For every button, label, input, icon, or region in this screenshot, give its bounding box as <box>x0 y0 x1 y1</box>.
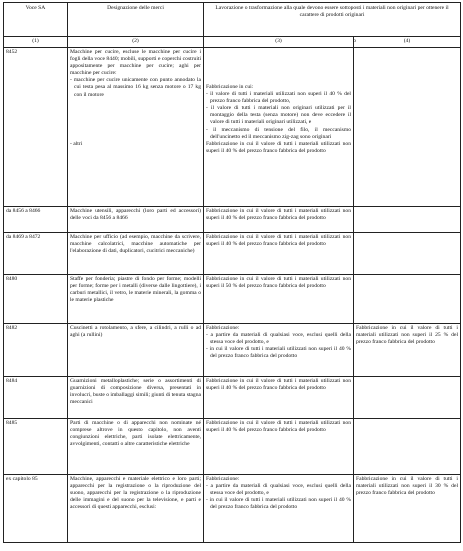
alternative-rule-cell: Fabbricazione in cui il valore di tutti i materiali utilizzati non superi il 30 % del prezzo franco fabbrica del prodotto <box>354 475 461 543</box>
rule-text: - in cui il valore di tutti i materiali utilizzati non superi il 40 % del prezzo franco fabbrica del prodotto <box>206 346 351 360</box>
header-processing: Lavorazione o trasformazione alla quale devono essere sottoposti i materiali non originari per ottenere il carattere di prodotti originari <box>204 3 461 37</box>
processing-rule-cell <box>204 48 354 207</box>
column-number-3-label: (3) <box>275 38 282 44</box>
table-row <box>4 324 461 377</box>
description-cell: Macchine, apparecchi e materiale elettrico e loro parti; apparecchi per la registrazione o la riproduzione del suono, apparecchi per la registrazione o la riproduzione delle immagini e del suono per la televisione, e parti e accessori di questi apparecchi, esclusi: <box>68 475 204 543</box>
alternative-rule-cell <box>354 207 461 233</box>
rule-text: - in cui il valore di tutti i materiali utilizzati non superi il 40 % del prezzo franco fabbrica del prodotto <box>206 497 351 511</box>
rule-text: - il valore di tutti i materiali utilizzati non superi il 40 % del prezzo franco fabbrica del prodotto, <box>206 91 351 105</box>
rule-text: - a partire da materiali di qualsiasi voce, esclusi quelli della stessa voce del prodotto, e <box>206 332 351 346</box>
processing-rule-cell: Fabbricazione in cui il valore di tutti i materiali utilizzati non superi il 50 % del prezzo franco fabbrica del prodotto <box>204 275 354 324</box>
table-row <box>4 275 461 324</box>
table-header-row <box>4 3 461 37</box>
processing-rule-cell: Fabbricazione in cui il valore di tutti i materiali utilizzati non superi il 40 % del prezzo franco fabbrica del prodotto <box>204 377 354 419</box>
alternative-rule-cell <box>354 233 461 275</box>
description-cell: Guarnizioni metalloplastiche; serie o assortimenti di guarnizioni di composizione diversa, presentati in involucri, buste o imballaggi simili; giunti di tenuta stagna meccanici <box>68 377 204 419</box>
column-number-1: (1) <box>4 37 68 48</box>
rule-text: Fabbricazione in cui: <box>206 84 254 90</box>
description-cell: Staffe per fonderia; piastre di fondo per forme; modelli per forme; forme per i metalli (diverse dalle lingottiere), i carburi metallici, il vetro, le materie minerali, la gomma o le materie plastiche <box>68 275 204 324</box>
rule-text: - il valore di tutti i materiali non originari utilizzati per il montaggio della testa (senza motore) non deve eccedere il valore di tutti i materiali originari utilizzati, e <box>206 105 351 126</box>
rules-of-origin-table <box>3 2 461 543</box>
hs-code-cell: 8480 <box>4 275 68 324</box>
table-row <box>4 233 461 275</box>
table-row <box>4 475 461 543</box>
hs-code-cell: ex capitolo 85 <box>4 475 68 543</box>
column-number-2: (2) <box>68 37 204 48</box>
column-number-row <box>4 37 461 48</box>
hs-code-cell: 8484 <box>4 377 68 419</box>
alternative-rule-cell <box>354 377 461 419</box>
hs-code-cell: da 8456 a 8466 <box>4 207 68 233</box>
header-description: Designazione delle merci <box>68 3 204 37</box>
hs-code-cell: 8452 <box>4 48 68 207</box>
column-number-4: (4) <box>354 37 461 48</box>
or-label: o <box>353 38 356 44</box>
rule-text: Fabbricazione: <box>206 325 240 331</box>
description-text: Macchine per cucire, escluse le macchine per cucire i fogli della voce 8440; mobili, supporti e coperchi costruiti appositamente per macchine per cucire; aghi per macchine per cucire: <box>70 49 201 77</box>
alternative-rule-cell <box>354 48 461 207</box>
header-hs-code: Voce SA <box>4 3 68 37</box>
description-text: - macchine per cucire unicamente con punto annodato la cui testa pesa al massimo 16 kg senza motore o 17 kg con il motore <box>70 77 201 98</box>
table-row <box>4 207 461 233</box>
description-cell: Parti di macchine o di apparecchi non nominate né comprese altrove in questo capitolo, non aventi congiunzioni elettriche, parti isolate elettricamente, avvolgimenti, contatti o altre caratteristiche elettriche <box>68 419 204 475</box>
processing-rule-cell: Fabbricazione in cui il valore di tutti i materiali utilizzati non superi il 40 % del prezzo franco fabbrica del prodotto <box>204 233 354 275</box>
rule-text: Fabbricazione in cui il valore di tutti i materiali utilizzati non superi il 40 % del prezzo franco fabbrica del prodotto <box>206 140 351 154</box>
table-row <box>4 419 461 475</box>
processing-rule-cell: Fabbricazione in cui il valore di tutti i materiali utilizzati non superi il 40 % del prezzo franco fabbrica del prodotto <box>204 419 354 475</box>
hs-code-cell: 8482 <box>4 324 68 377</box>
table-row <box>4 377 461 419</box>
alternative-rule-cell <box>354 275 461 324</box>
processing-rule-cell: Fabbricazione in cui il valore di tutti i materiali utilizzati non superi il 40 % del prezzo franco fabbrica del prodotto <box>204 207 354 233</box>
hs-code-cell: da 8469 a 8472 <box>4 233 68 275</box>
description-text: - altri <box>70 140 83 147</box>
rule-text: Fabbricazione: <box>206 476 240 482</box>
description-cell: Macchine utensili, apparecchi (loro parti ed accessori) delle voci da 8456 a 8466 <box>68 207 204 233</box>
description-cell: Cuscinetti a rotolamento, a sfere, a cilindri, a rulli o ad aghi (a rullini) <box>68 324 204 377</box>
processing-rule-cell <box>204 475 354 543</box>
table-row <box>4 48 461 207</box>
description-cell <box>68 48 204 207</box>
processing-rule-cell <box>204 324 354 377</box>
rule-text: - il meccanismo di tensione del filo, il meccanismo dell'uncinetto ed il meccanismo zig-zag sono originari <box>206 126 351 140</box>
alternative-rule-cell: Fabbricazione in cui il valore di tutti i materiali utilizzati non superi il 25 % del prezzo franco fabbrica del prodotto <box>354 324 461 377</box>
hs-code-cell: 8485 <box>4 419 68 475</box>
column-number-3 <box>204 37 354 48</box>
alternative-rule-cell <box>354 419 461 475</box>
description-cell: Macchine per ufficio (ad esempio, macchine da scrivere, macchine calcolatrici, macchine automatiche per l'elaborazione di dati, duplicatori, cucitrici meccaniche) <box>68 233 204 275</box>
rule-text: - a partire da materiali di qualsiasi voce, esclusi quelli della stessa voce del prodotto, e <box>206 483 351 497</box>
